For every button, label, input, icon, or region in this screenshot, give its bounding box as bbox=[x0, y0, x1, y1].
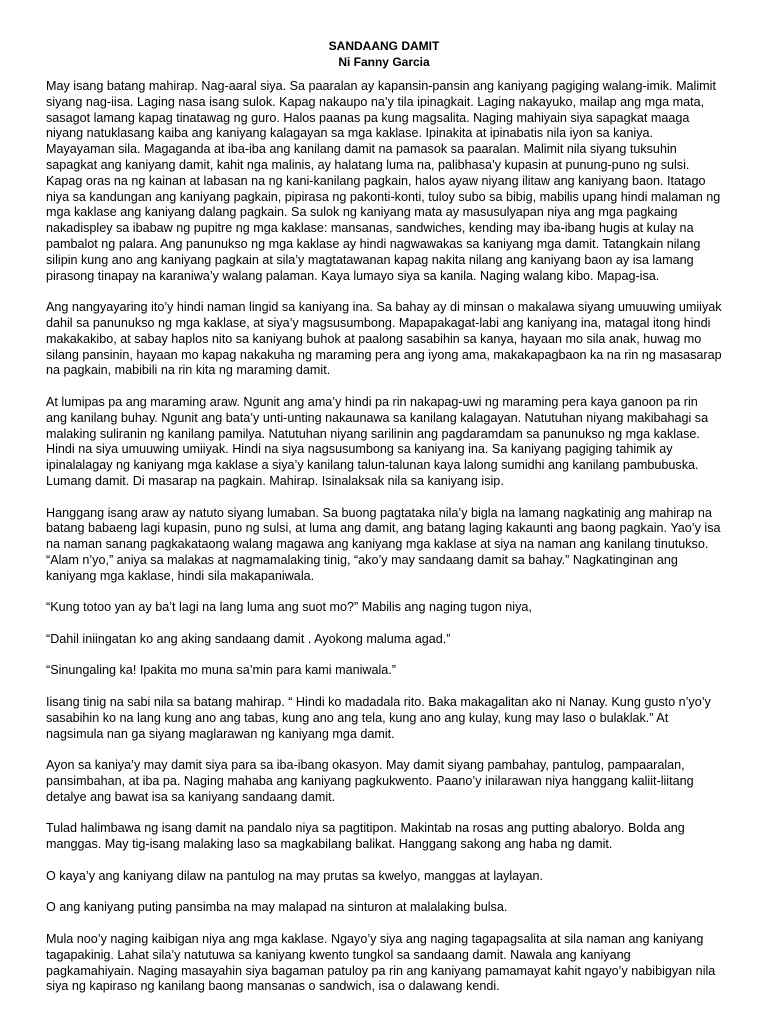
paragraph: Iisang tinig na sabi nila sa batang mahirap. “ Hindi ko madadala rito. Baka makagalitan ako ni Nanay. Kung gusto n’yo’y sasabihin ko na lang kung ano ang tabas, kung ano ang tela, kung ano ang kulay, kung may laso o bulaklak.” At nagsimula nan ga siyang maglarawan ng kaniyang mga damit. bbox=[46, 695, 711, 741]
paragraph: “Sinungaling ka! Ipakita mo muna sa’min para kami maniwala.” bbox=[46, 663, 396, 678]
document-author: Ni Fanny Garcia bbox=[338, 55, 430, 69]
paragraph: Ayon sa kaniya’y may damit siya para sa iba-ibang okasyon. May damit siyang pambahay, pantulog, pampaaralan, pansimbahan, at iba pa. Naging mahaba ang kaniyang pagkukwento. Paano’y inilarawan niya hanggang kaliit-liitang detalye ang bawat isa sa kaniyang sandaang damit. bbox=[46, 758, 694, 804]
document-body bbox=[46, 79, 722, 1011]
paragraph: Hanggang isang araw ay natuto siyang lumaban. Sa buong pagtataka nila’y bigla na lamang nagkatinig ang mahirap na batang babaeng lagi kupasin, puno ng sulsi, at luma ang damit, ang batang laging kakaunti ang baong pagkain. Yao’y isa na naman sanang pagkakataong walang magawa ang kaniyang mga kaklase at siya na naman ang kanilang tinutukso. bbox=[46, 505, 721, 552]
paragraph: O kaya’y ang kaniyang dilaw na pantulog na may prutas sa kwelyo, manggas at laylayan. bbox=[46, 868, 544, 883]
paragraph: Ang nangyayaring ito’y hindi naman lingid sa kaniyang ina. Sa bahay ay di minsan o makalawa siyang umuuwing umiiyak dahil sa panunukso ng mga kaklase, at siya’y magsusumbong. Mapapakagat-labi ang kaniyang ina, matagal itong hindi makakakibo, at sabay haplos nito sa kaniyang buhok at paalong sasabihin sa kanya, hayaan mo sila anak, huwag mo silang pansinin, hayaan mo kapag nakakuha ng maraming pera ang iyong ama, makakapagbaon ka na rin ng masasarap na pagkain, mabibili na rin kita ng maraming damit. bbox=[46, 300, 722, 378]
paragraph: At lumipas pa ang maraming araw. Ngunit ang ama’y hindi pa rin nakapag-uwi ng maraming pera kaya ganoon pa rin ang kanilang buhay. Ngunit ang bata’y unti-unting nakaunawa sa kanilang kalagayan. Natutuhan niyang makibahagi sa malaking suliranin ng kanilang pamilya. Natutuhan niyang sarilinin ang pagdaramdam sa panunukso ng mga kaklase. Hindi na siya umuuwing umiiyak. Hindi na siya nagsusumbong sa kaniyang ina. Sa kaniyang pagiging tahimik ay ipinalalagay ng kaniyang mga kaklase a siya’y kanilang talun-talunan kaya lalong sumidhi ang kanilang pambubuska. Lumang damit. Di masarap na pagkain. Mahirap. Isinalaksak nila sa kaniyang isip. bbox=[46, 394, 709, 488]
paragraph: May isang batang mahirap. Nag-aaral siya. Sa paaralan ay kapansin-pansin ang kaniyang pagiging walang-imik. Malimit siyang nag-iisa. Laging nasa isang sulok. Kapag nakaupo na’y tila ipinagkait. Laging nakayuko, mailap ang mga mata, sasagot lamang kapag tinatawag ng guro. Halos paanas pa kung magsalita. Naging mahiyain siya sapagkat maaga niyang natuklasang kaiba ang kaniyang kalagayan sa mga kaklase. Ipinakita at ipinabatis nila iyon sa kaniya. Mayayaman sila. Magaganda at iba-iba ang kanilang damit na pamasok sa paaralan. Malimit nila siyang tuksuhin sapagkat ang kaniyang damit, kahit nga malinis, ay halatang luma na, palibhasa’y kupasin at punung-puno ng sulsi. Kapag oras na ng kainan at labasan na ng kani-kanilang pagkain, halos ayaw niyang ilitaw ang kaniyang baon. Itatago niya sa kandungan ang kaniyang pagkain, pipirasa ng pakonti-konti, tuloy subo sa bibig, mabilis upang hindi malaman ng mga kaklase ang kaniyang dalang pagkain. Sa sulok ng kaniyang mata ay masusulyapan niya ang mga pagkaing nakadispley sa ibabaw ng pupitre ng mga kaklase: mansanas, sandwiches, kending may iba-ibang hugis at kulay na pambalot ng palara. Ang panunukso ng mga kaklase ay hindi nagwawakas sa kaniyang mga damit. Tatangkain nilang silipin kung ano ang kaniyang pagkain at sila’y magtatawanan kapag nakita nilang ang kaniyang baon ay isa lamang pirasong tinapay na karaniwa’y walang palaman. Kaya lumayo siya sa kanila. Naging walang kibo. Mapag-isa. bbox=[46, 79, 721, 283]
paragraph: “Alam n’yo,” aniya sa malakas at nagmamalaking tinig, “ako’y may sandaang damit sa bahay.” Nagkatinginan ang kaniyang mga kaklase, hindi sila makapaniwala. bbox=[46, 552, 678, 583]
paragraph: O ang kaniyang puting pansimba na may malapad na sinturon at malalaking bulsa. bbox=[46, 900, 508, 915]
paragraph: “Kung totoo yan ay ba’t lagi na lang luma ang suot mo?” Mabilis ang naging tugon niya, bbox=[46, 600, 532, 615]
document-title: SANDAANG DAMIT bbox=[328, 39, 440, 53]
paragraph: Tulad halimbawa ng isang damit na pandalo niya sa pagtitipon. Makintab na rosas ang putting abaloryo. Bolda ang manggas. May tig-isang malaking laso sa magkabilang balikat. Hanggang sakong ang haba ng damit. bbox=[46, 821, 685, 852]
paragraph: “Dahil iniingatan ko ang aking sandaang damit . Ayokong maluma agad.” bbox=[46, 631, 451, 646]
paragraph: Mula noo’y naging kaibigan niya ang mga kaklase. Ngayo’y siya ang naging tagapagsalita at sila naman ang kaniyang tagapakinig. Lahat sila’y natutuwa sa kaniyang kwento tungkol sa sandaang damit. Nawala ang kaniyang pagkamahiyain. Naging masayahin siya bagaman patuloy pa rin ang kaniyang pamamayat kahit ngayo’y nabibigyan nila siya ng kapiraso ng kanilang baong mansanas o sandwich, isa o dalawang kendi. bbox=[46, 932, 716, 994]
